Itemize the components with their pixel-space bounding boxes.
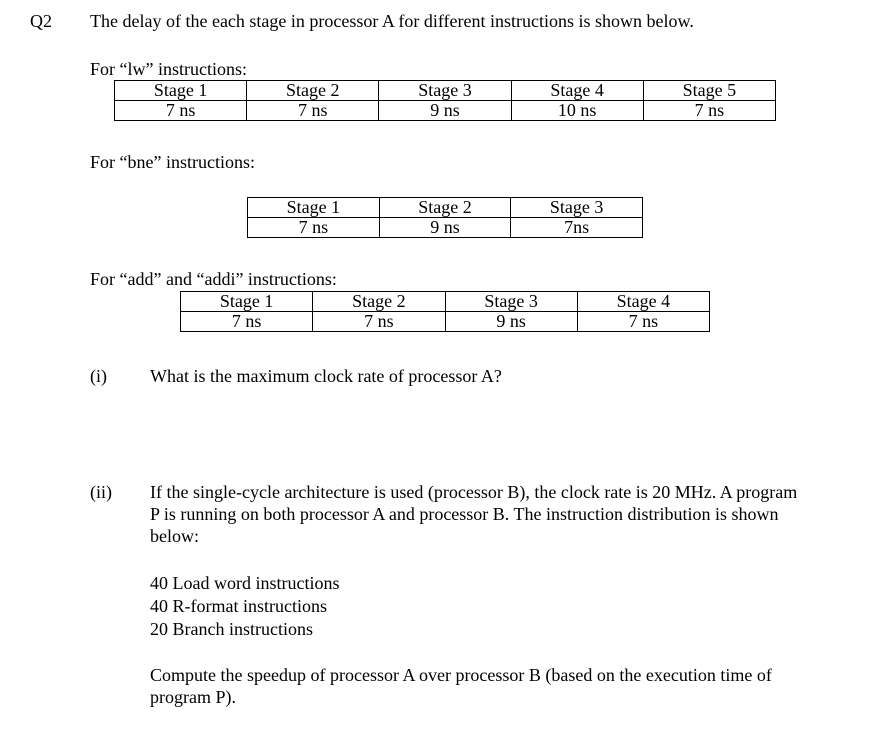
task-line-1: Compute the speedup of processor A over processor B (based on the execution time of xyxy=(150,665,772,685)
lw-heading: For “lw” instructions: xyxy=(90,59,247,79)
stage-label: Stage 3 xyxy=(445,292,577,312)
table-row xyxy=(115,101,776,121)
distribution-item-rformat: 40 R-format instructions xyxy=(150,596,327,616)
question-number: Q2 xyxy=(30,11,52,31)
stage-delay: 7 ns xyxy=(577,312,709,332)
stage-delay: 7 ns xyxy=(248,218,380,238)
add-heading: For “add” and “addi” instructions: xyxy=(90,269,337,289)
stage-label: Stage 1 xyxy=(248,198,380,218)
distribution-item-load: 40 Load word instructions xyxy=(150,573,340,593)
stage-delay: 9 ns xyxy=(379,218,511,238)
part-ii-line-1: If the single-cycle architecture is used (processor B), the clock rate is 20 MHz. A program xyxy=(150,482,798,502)
stage-delay: 7ns xyxy=(511,218,643,238)
stage-label: Stage 4 xyxy=(511,81,643,101)
stage-delay: 9 ns xyxy=(379,101,511,121)
stage-delay: 7 ns xyxy=(247,101,379,121)
stage-delay: 9 ns xyxy=(445,312,577,332)
table-row xyxy=(115,81,776,101)
stage-label: Stage 2 xyxy=(379,198,511,218)
stage-delay: 7 ns xyxy=(115,101,247,121)
stage-label: Stage 4 xyxy=(577,292,709,312)
part-i-label: (i) xyxy=(90,366,107,386)
part-ii-line-3: below: xyxy=(150,526,199,546)
stage-label: Stage 5 xyxy=(643,81,775,101)
bne-heading: For “bne” instructions: xyxy=(90,152,255,172)
stage-label: Stage 2 xyxy=(313,292,445,312)
table-row xyxy=(181,312,710,332)
stage-label: Stage 1 xyxy=(181,292,313,312)
table-row xyxy=(248,198,643,218)
lw-stage-table xyxy=(114,80,776,121)
stage-delay: 7 ns xyxy=(181,312,313,332)
stage-label: Stage 2 xyxy=(247,81,379,101)
table-row xyxy=(248,218,643,238)
table-row xyxy=(181,292,710,312)
stage-delay: 7 ns xyxy=(313,312,445,332)
bne-stage-table xyxy=(247,197,643,238)
intro-text: The delay of the each stage in processor A for different instructions is shown below. xyxy=(90,11,694,31)
add-stage-table xyxy=(180,291,710,332)
stage-delay: 7 ns xyxy=(643,101,775,121)
stage-label: Stage 1 xyxy=(115,81,247,101)
stage-label: Stage 3 xyxy=(379,81,511,101)
stage-label: Stage 3 xyxy=(511,198,643,218)
distribution-item-branch: 20 Branch instructions xyxy=(150,619,313,639)
part-ii-label: (ii) xyxy=(90,482,112,502)
part-i-question: What is the maximum clock rate of processor A? xyxy=(150,366,502,386)
stage-delay: 10 ns xyxy=(511,101,643,121)
part-ii-line-2: P is running on both processor A and processor B. The instruction distribution is shown xyxy=(150,504,779,524)
task-line-2: program P). xyxy=(150,687,236,707)
